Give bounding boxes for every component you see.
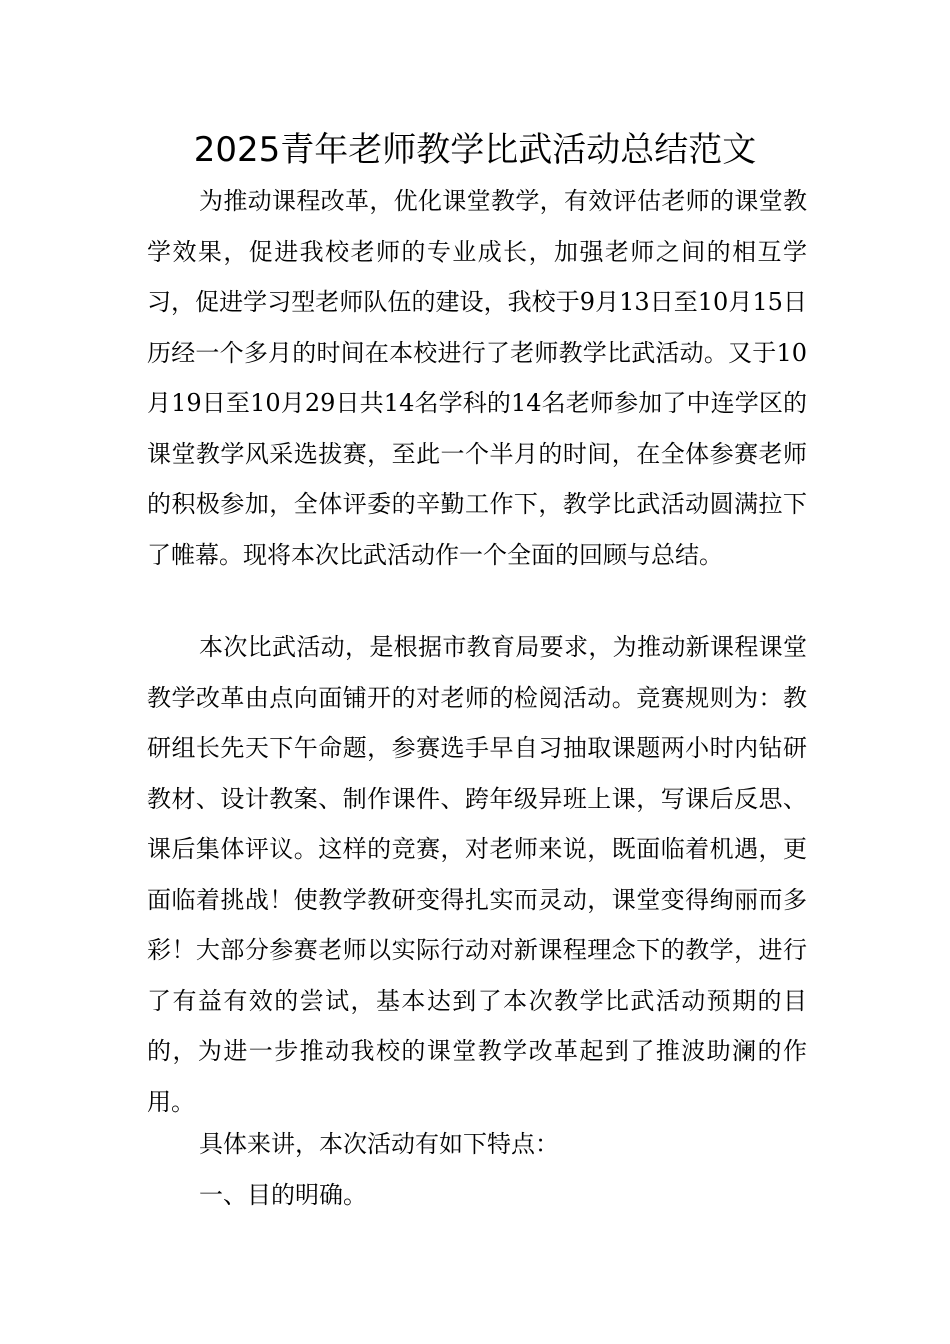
document-title: 2025青年老师教学比武活动总结范文 [193,130,757,170]
section-heading-purpose: 一、目的明确。 [199,1181,367,1209]
paragraph-features-lead: 具体来讲，本次活动有如下特点： [199,1130,559,1158]
paragraph-intro: 为推动课程改革，优化课堂教学，有效评估老师的课堂教学效果，促进我校老师的专业成长，加强老师之间的相互学习，促进学习型老师队伍的建设，我校于9月13日至10月15日历经一个多月的时间在本校进行了老师教学比武活动。又于10月19日至10月29日共14名学科的14名老师参加了中连学区的课堂教学风采选拔赛，至此一个半月的时间，在全体参赛老师的积极参加，全体评委的辛勤工作下，教学比武活动圆满拉下了帷幕。现将本次比武活动作一个全面的回顾与总结。 [147,187,807,569]
paragraph-activity-description: 本次比武活动，是根据市教育局要求，为推动新课程课堂教学改革由点向面铺开的对老师的检阅活动。竞赛规则为：教研组长先天下午命题，参赛选手早自习抽取课题两小时内钻研教材、设计教案、制作课件、跨年级异班上课，写课后反思、课后集体评议。这样的竞赛，对老师来说，既面临着机遇，更面临着挑战！使教学教研变得扎实而灵动，课堂变得绚丽而多彩！大部分参赛老师以实际行动对新课程理念下的教学，进行了有益有效的尝试，基本达到了本次教学比武活动预期的目的，为进一步推动我校的课堂教学改革起到了推波助澜的作用。 [147,633,807,1116]
